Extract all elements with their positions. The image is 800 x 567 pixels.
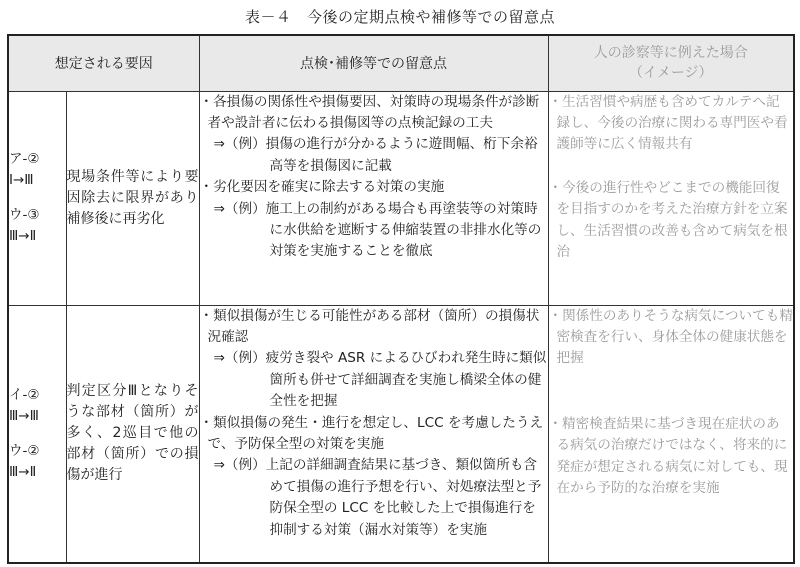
point-example: ⇒（例）上記の詳細調査結果に基づき、類似箇所も含めて損傷の進行予想を行い、対処療法型と予防保全型の LCC を比較した上で損傷進行を抑制する対策（漏水対策等）を実施 [213, 457, 542, 538]
precautions-table [7, 34, 795, 564]
header-factor: 想定される要因 [8, 35, 199, 91]
point-example: ⇒（例）損傷の進行が分かるように遊間幅、桁下余裕高等を損傷図に記載 [213, 136, 538, 174]
table-row [8, 305, 794, 563]
point-example: ⇒（例）疲労き裂や ASR によるひびわれ発生時に類似箇所も併せて詳細調査を実施し橋梁全体の健全性を把握 [213, 350, 547, 410]
analogy-item: ・生活習慣や病歴も含めてカルテへ記録し、今後の治療に関わる専門医や看護師等に広く情報共有 [548, 93, 788, 153]
analogy-cell [548, 91, 794, 305]
category-codes [8, 91, 66, 305]
point-bullet: ・劣化要因を確実に除去する対策の実施 [199, 179, 445, 196]
analogy-item: ・今後の進行性やどこまでの機能回復を目指すのかを考えた治療方針を立案し、生活習慣の改善も含めて病気を根治 [548, 179, 788, 260]
code-label: ア-② [9, 151, 40, 167]
points-cell [199, 305, 548, 563]
header-analogy [548, 35, 794, 91]
analogy-cell [548, 305, 794, 563]
header-row [8, 35, 794, 91]
points-cell [199, 91, 548, 305]
header-points: 点検･補修等での留意点 [199, 35, 548, 91]
assumed-factor: 現場条件等により要因除去に限界があり補修後に再劣化 [66, 91, 199, 305]
code-transition: Ⅲ→Ⅱ [9, 228, 37, 244]
code-label: イ-② [9, 386, 40, 403]
code-label: ウ-② [9, 442, 40, 459]
assumed-factor: 判定区分Ⅲとなりそうな部材（箇所）が多く、2巡目で他の部材（箇所）での損傷が進行 [66, 305, 199, 563]
point-example: ⇒（例）施工上の制約がある場合も再塗装等の対策時に水供給を遮断する伸縮装置の非排水化等の対策を実施することを徹底 [213, 200, 542, 260]
category-codes [8, 305, 66, 563]
table-caption: 表－４ 今後の定期点検や補修等での留意点 [244, 8, 555, 26]
analogy-item: ・精密検査結果に基づき現在症状のある病気の治療だけではなく、将来的に発症が想定される病気に対しても、現在から予防的な治療を実施 [548, 415, 788, 496]
code-label: ウ-③ [9, 207, 40, 223]
point-bullet: ・類似損傷の発生・進行を想定し、LCC を考慮したうえで、予防保全型の対策を実施 [199, 414, 544, 452]
header-analogy-line2: （イメージ） [628, 65, 713, 82]
code-transition: Ⅲ→Ⅱ [9, 463, 37, 480]
table-row [8, 91, 794, 305]
code-transition: Ⅰ→Ⅲ [9, 172, 34, 188]
point-bullet: ・類似損傷が生じる可能性がある部材（箇所）の損傷状況確認 [199, 307, 540, 345]
code-transition: Ⅲ→Ⅲ [9, 407, 39, 424]
analogy-item: ・関係性のありそうな病気についても精密検査を行い、身体全体の健康状態を把握 [548, 307, 793, 367]
header-analogy-line1: 人の診察等に例えた場合 [593, 45, 748, 62]
point-bullet: ・各損傷の関係性や損傷要因、対策時の現場条件が診断者や設計者に伝わる損傷図等の点検記録の工夫 [199, 93, 540, 131]
